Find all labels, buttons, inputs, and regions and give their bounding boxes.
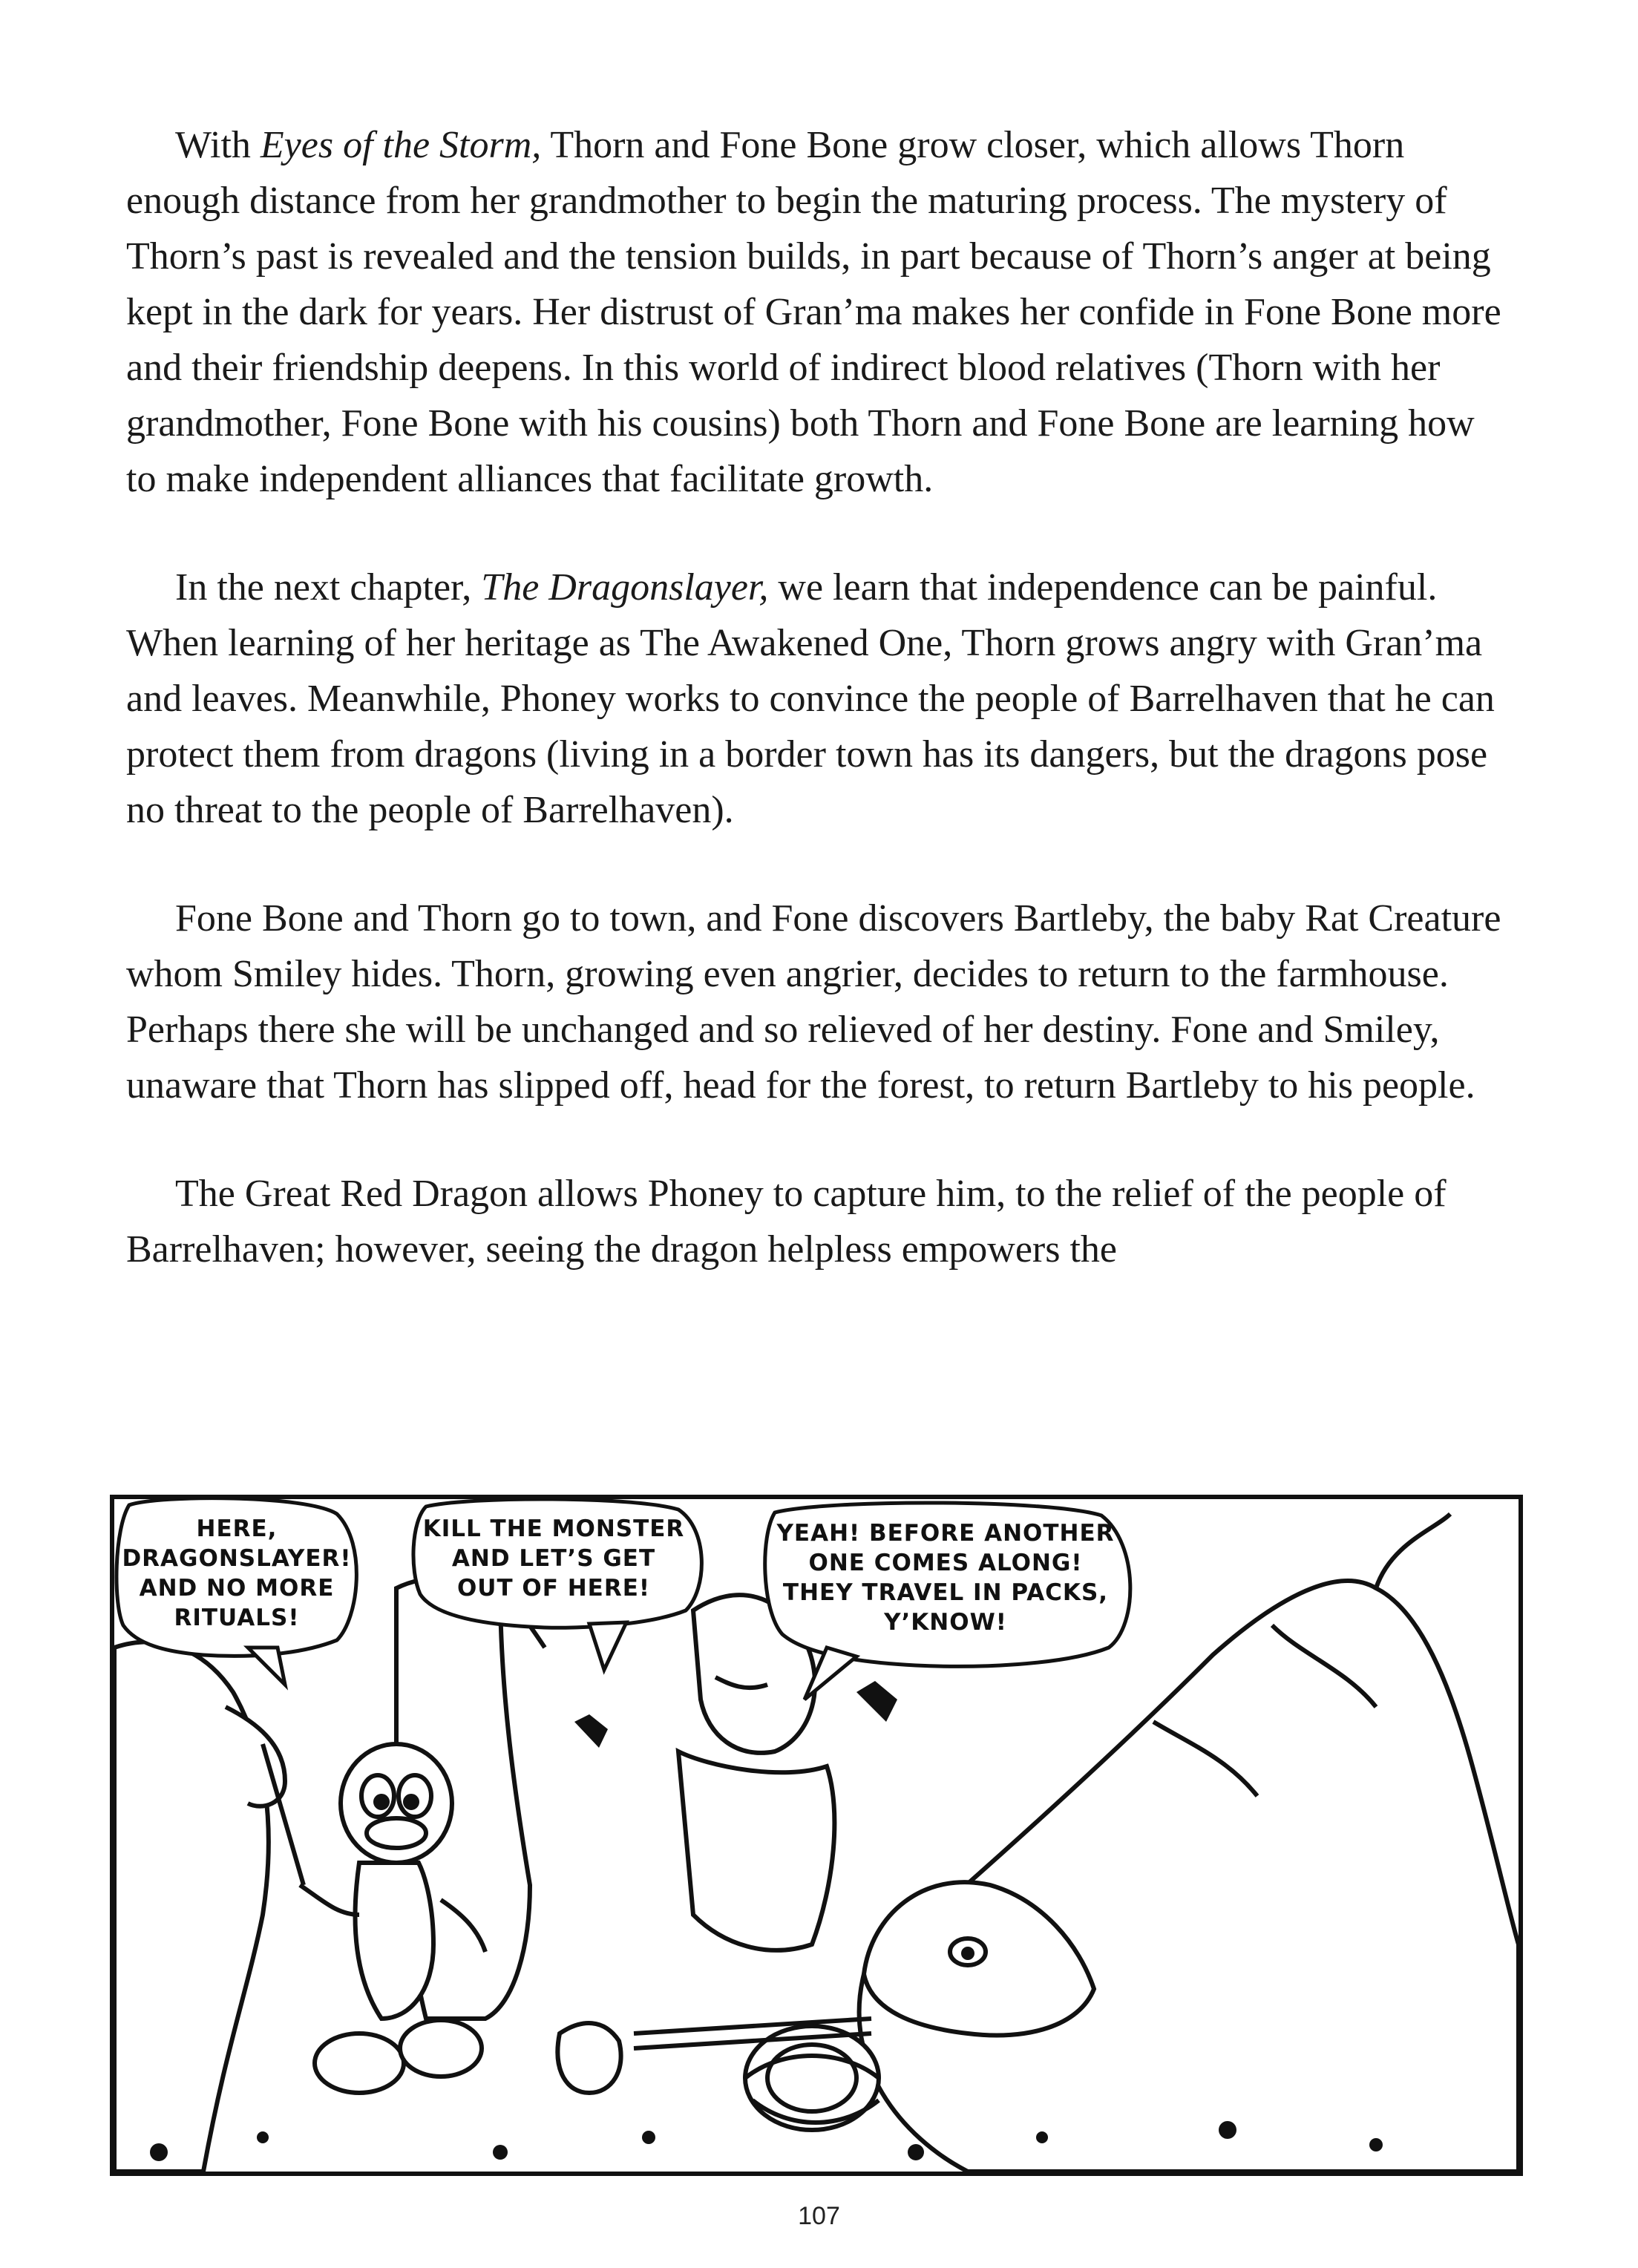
text-run: In the next chapter, — [175, 566, 482, 609]
balloon-1-line-2: DRAGONSLAYER! — [122, 1545, 352, 1572]
paragraph-2 — [126, 560, 1514, 838]
balloon-3-line-2: ONE COMES ALONG! — [808, 1550, 1083, 1576]
text-run: Thorn and Fone Bone grow closer, which allows Thorn enough distance from her grandmother to begin the maturing process. The mystery of Thorn’s past is revealed and the tension builds, in part because of Thorn’s anger at being kept in the dark for years. Her distrust of Gran’ma makes her confide in Fone Bone more and their friendship deepens. In this world of indirect blood relatives (Thorn with her grandmother, Fone Bone with his cousins) both Thorn and Fone Bone are learning how to make independent alliances that facilitate growth. — [126, 124, 1501, 500]
balloon-3-line-3: THEY TRAVEL IN PACKS, — [782, 1579, 1109, 1606]
balloon-3-line-1: YEAH! BEFORE ANOTHER — [776, 1520, 1115, 1547]
balloon-1-line-4: RITUALS! — [174, 1605, 300, 1631]
paragraph-3 — [126, 891, 1514, 1113]
balloon-1-line-1: HERE, — [196, 1515, 278, 1542]
book-title-eyes-of-the-storm: Eyes of the Storm, — [260, 124, 542, 166]
comic-illustration — [114, 1499, 1519, 2172]
balloon-3-line-4: Y’KNOW! — [884, 1609, 1007, 1636]
page-number: 107 — [798, 2202, 840, 2230]
paragraph-1 — [126, 117, 1514, 507]
body-text — [126, 117, 1514, 1330]
paragraph-4 — [126, 1166, 1514, 1277]
comic-panel — [110, 1495, 1523, 2176]
book-title-the-dragonslayer: The Dragonslayer, — [481, 566, 769, 609]
balloon-2-line-2: AND LET’S GET — [451, 1545, 656, 1572]
balloon-2-line-3: OUT OF HERE! — [456, 1575, 651, 1602]
text-run: With — [175, 124, 261, 166]
text-run: The Great Red Dragon allows Phoney to capture him, to the relief of the people of Barrelhaven; however, seeing the dragon helpless empowers the — [126, 1173, 1447, 1271]
text-run: Fone Bone and Thorn go to town, and Fone discovers Bartleby, the baby Rat Creature whom Smiley hides. Thorn, growing even angrier, decides to return to the farmhouse. Perhaps there she will be unchanged and so relieved of her destiny. Fone and Smiley, unaware that Thorn has slipped off, head for the forest, to return Bartleby to his people. — [126, 897, 1501, 1107]
balloon-1-line-3: AND NO MORE — [139, 1575, 335, 1602]
balloon-2-line-1: KILL THE MONSTER — [422, 1515, 685, 1542]
text-run: we learn that independence can be painful. When learning of her heritage as The Awakened One, Thorn grows angry with Gran’ma and leaves. Meanwhile, Phoney works to convince the people of Barrelhaven that he can protect them from dragons (living in a border town has its dangers, but the dragons pose no threat to the people of Barrelhaven). — [126, 566, 1495, 831]
